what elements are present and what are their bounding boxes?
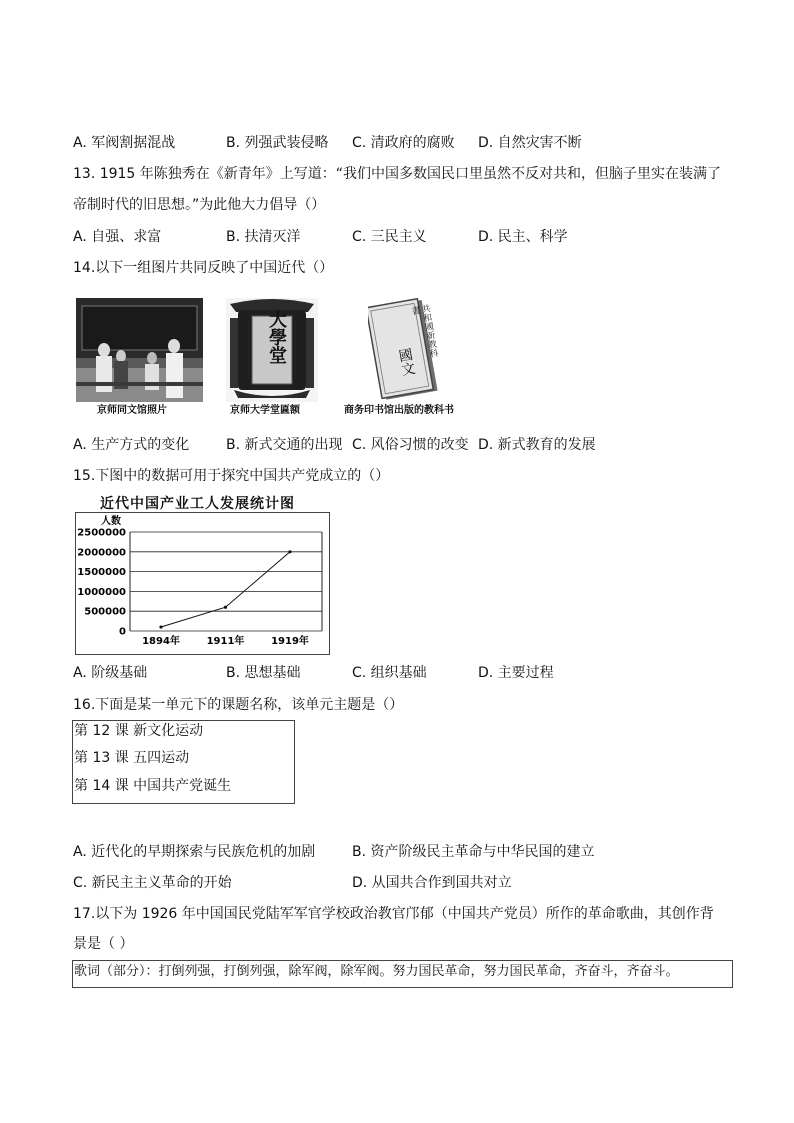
chart-x-tick-label: 1894年 bbox=[142, 636, 180, 647]
plaque-text: 大學堂 bbox=[266, 310, 287, 364]
q15-option-a: A. 阶级基础 bbox=[73, 665, 148, 681]
chart-x-tick-label: 1911年 bbox=[206, 636, 245, 647]
q13-option-c: C. 三民主义 bbox=[352, 229, 427, 245]
lesson-item: 第 14 课 中国共产党诞生 bbox=[74, 778, 232, 794]
q13-option-a: A. 自强、求富 bbox=[73, 229, 162, 245]
q16-option-c: C. 新民主主义革命的开始 bbox=[73, 875, 232, 891]
q14-option-b: B. 新式交通的出现 bbox=[226, 437, 343, 453]
worker-chart bbox=[75, 512, 329, 654]
q13-stem-line2: 帝制时代的旧思想。”为此他大力倡导（） bbox=[73, 197, 326, 213]
q17-stem-line1: 17.以下为 1926 年中国国民党陆军军官学校政治教官邝郁（中国共产党员）所作的革命歌曲，其创作背 bbox=[73, 906, 714, 922]
chart-y-tick-label: 500000 bbox=[84, 606, 126, 618]
chart-y-tick-label: 1000000 bbox=[77, 586, 126, 598]
chart-y-tick-label: 0 bbox=[119, 626, 126, 638]
chart-y-tick-label: 1500000 bbox=[77, 567, 126, 579]
textbook-text: 共和國新教科書 bbox=[409, 303, 439, 359]
chart-series-line bbox=[161, 552, 290, 627]
q12-option-c: C. 清政府的腐败 bbox=[352, 135, 455, 151]
q15-option-b: B. 思想基础 bbox=[226, 665, 301, 681]
tongwenguan-photo bbox=[76, 298, 203, 402]
q15-option-d: D. 主要过程 bbox=[478, 665, 554, 681]
lyrics-text: 歌词（部分）：打倒列强，打倒列强，除军阀，除军阀。努力国民革命，努力国民革命，齐奋斗，齐奋斗。 bbox=[74, 964, 679, 979]
chart-point bbox=[288, 550, 291, 553]
q14-option-a: A. 生产方式的变化 bbox=[73, 437, 190, 453]
q13-option-d: D. 民主、科学 bbox=[478, 229, 568, 245]
chart-y-label: 人数 bbox=[101, 516, 121, 527]
q13-option-b: B. 扶清灭洋 bbox=[226, 229, 301, 245]
q14-option-c: C. 风俗习惯的改变 bbox=[352, 437, 469, 453]
chart-point bbox=[224, 606, 227, 609]
q13-stem-line1: 13. 1915 年陈独秀在《新青年》上写道：“我们中国多数国民口里虽然不反对共和，但脑子里实在装满了 bbox=[73, 166, 722, 182]
chart-y-tick-label: 2000000 bbox=[77, 547, 126, 559]
q14-stem: 14.以下一组图片共同反映了中国近代（） bbox=[73, 260, 334, 276]
q16-option-d: D. 从国共合作到国共对立 bbox=[352, 875, 512, 891]
lesson-item: 第 12 课 新文化运动 bbox=[74, 723, 204, 739]
q17-stem-line2: 景是（ ） bbox=[73, 936, 134, 952]
caption-tongwenguan: 京师同文馆照片 bbox=[97, 405, 167, 416]
chart-point bbox=[159, 625, 162, 628]
q15-option-c: C. 组织基础 bbox=[352, 665, 427, 681]
caption-textbook: 商务印书馆出版的教科书 bbox=[344, 405, 454, 416]
chart-title: 近代中国产业工人发展统计图 bbox=[100, 496, 295, 512]
textbook-title: 國文 bbox=[395, 346, 417, 378]
q14-option-d: D. 新式教育的发展 bbox=[478, 437, 596, 453]
lesson-item: 第 13 课 五四运动 bbox=[74, 750, 190, 766]
q15-stem: 15.下图中的数据可用于探究中国共产党成立的（） bbox=[73, 468, 390, 484]
q16-stem: 16.下面是某一单元下的课题名称，该单元主题是（） bbox=[73, 697, 404, 713]
caption-daxuetang: 京师大学堂匾额 bbox=[230, 405, 300, 416]
chart-y-tick-label: 2500000 bbox=[77, 527, 126, 539]
q12-option-a: A. 军阀割据混战 bbox=[73, 135, 176, 151]
chart-x-tick-label: 1919年 bbox=[271, 636, 309, 647]
q12-option-b: B. 列强武装侵略 bbox=[226, 135, 329, 151]
q16-option-b: B. 资产阶级民主革命与中华民国的建立 bbox=[352, 844, 595, 860]
q16-option-a: A. 近代化的早期探索与民族危机的加剧 bbox=[73, 844, 316, 860]
q12-option-d: D. 自然灾害不断 bbox=[478, 135, 582, 151]
